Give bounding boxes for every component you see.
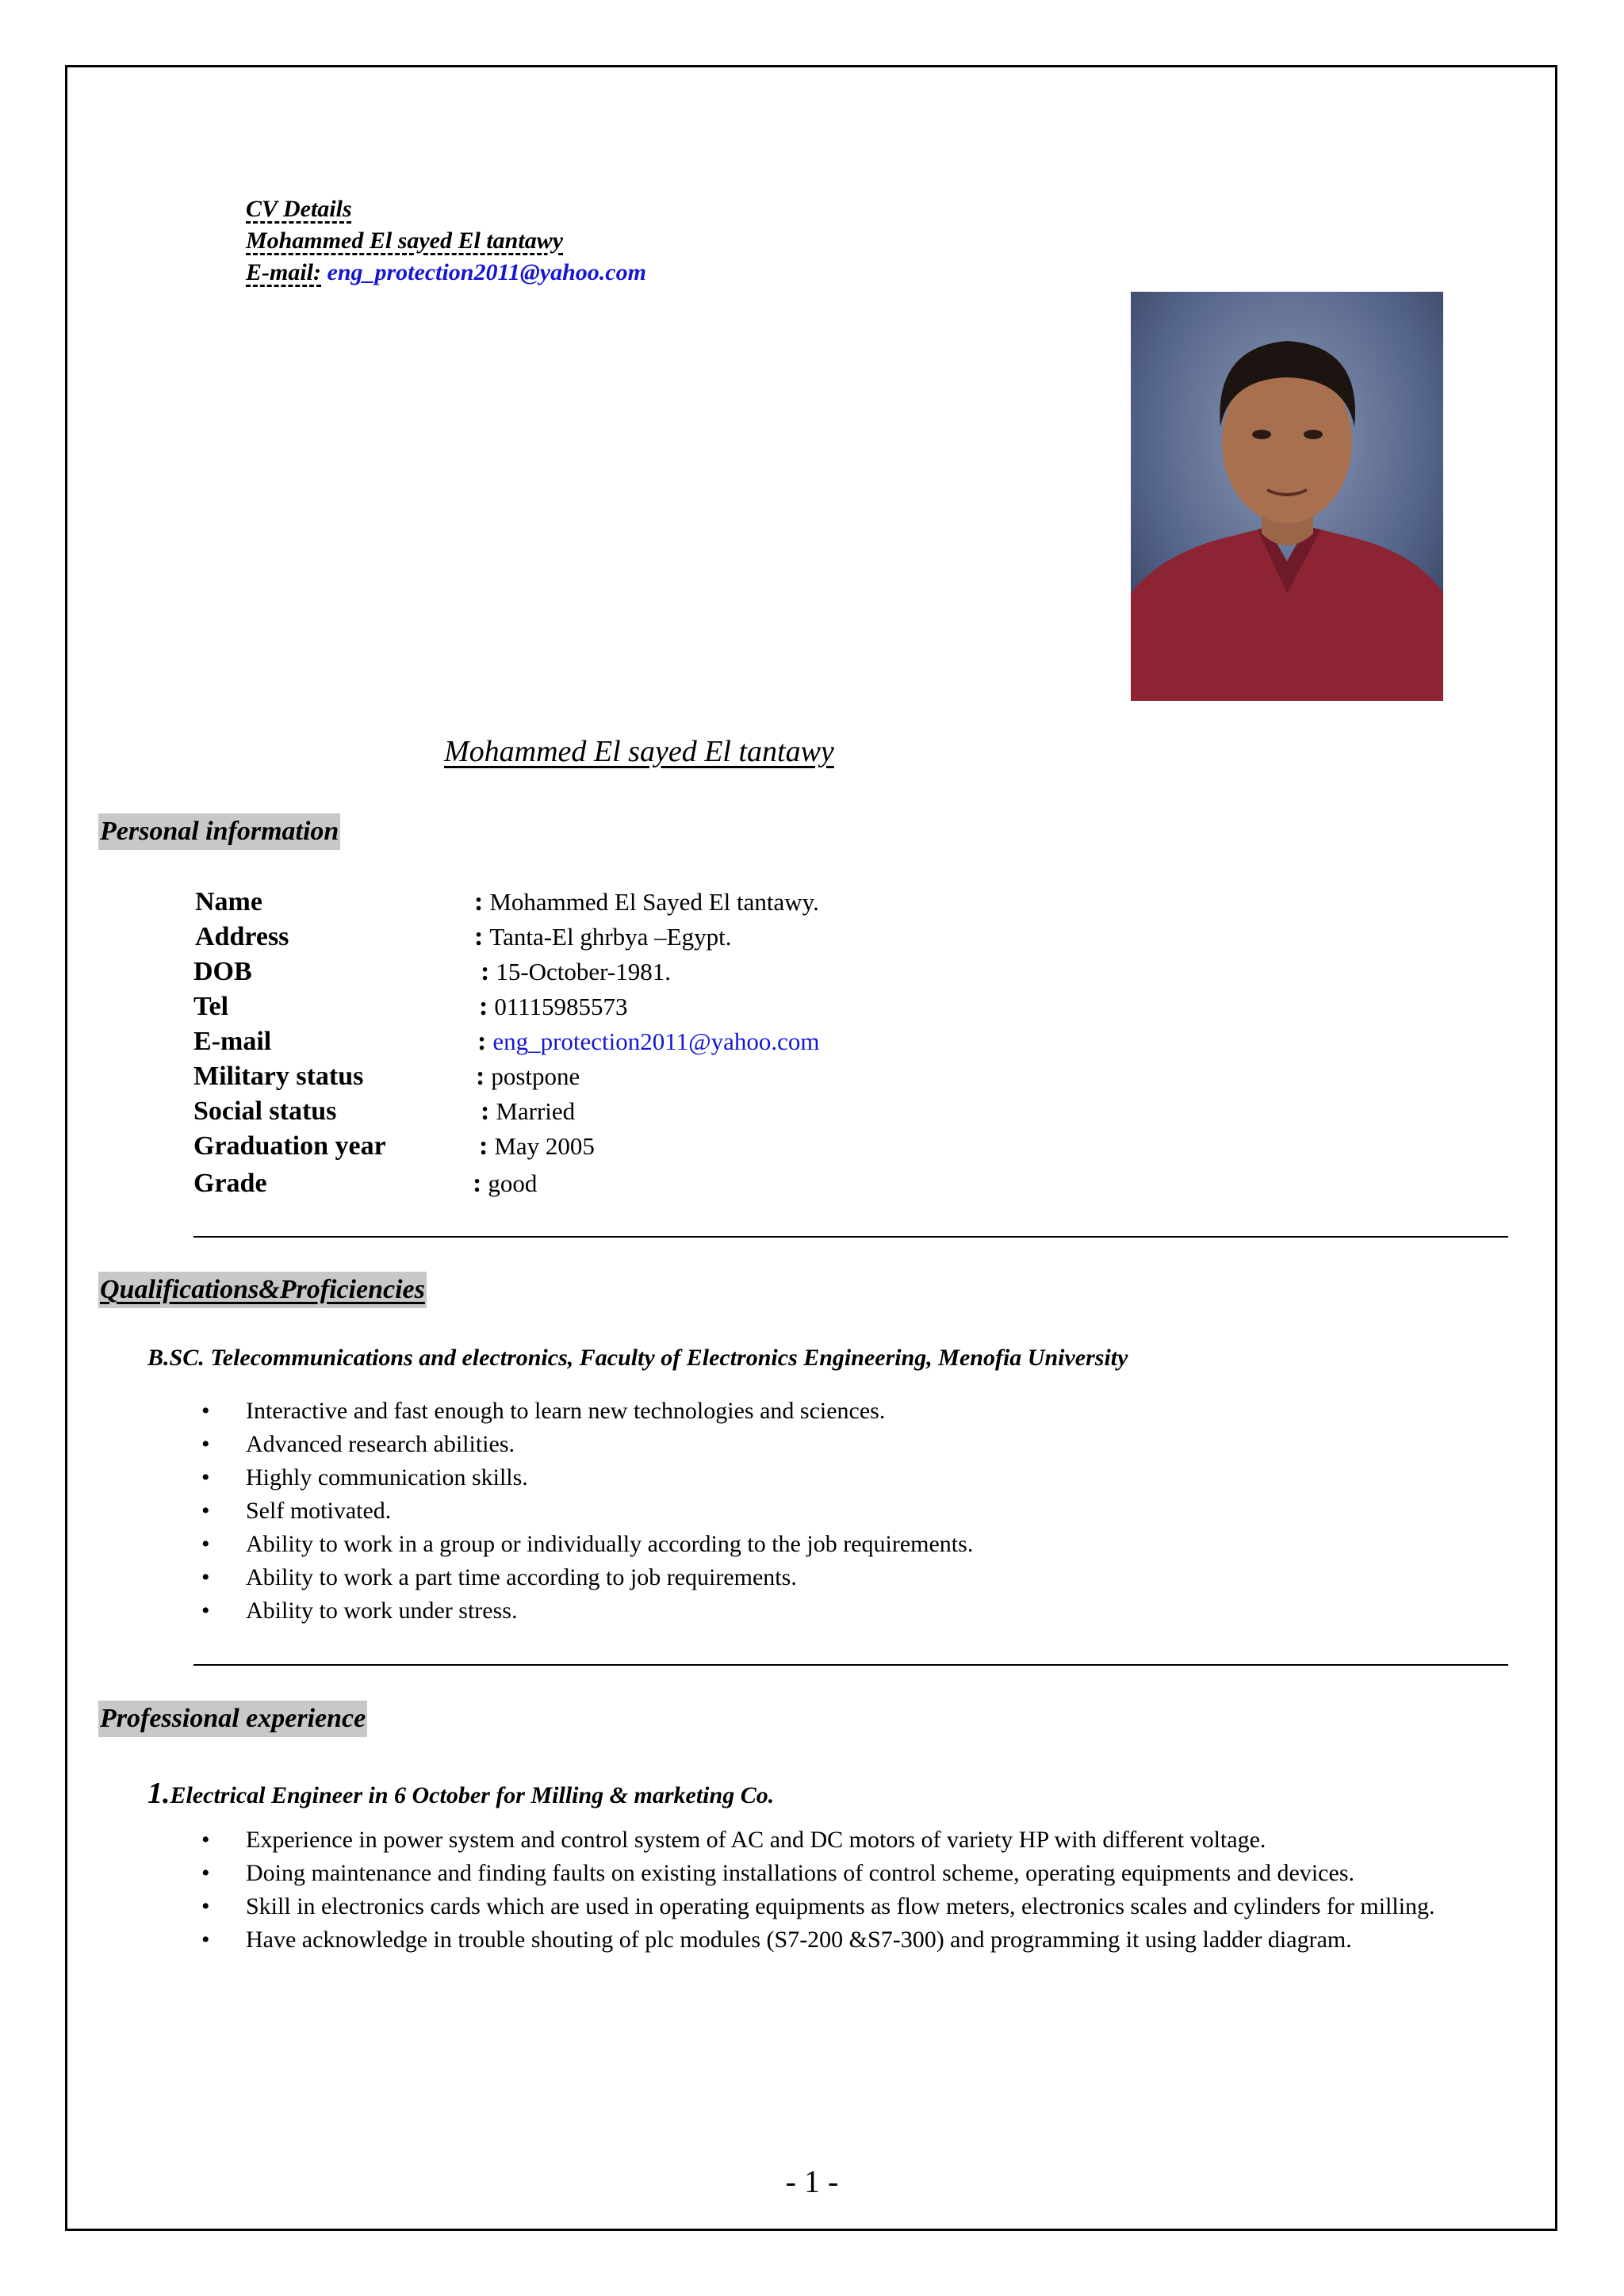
info-value: : postpone	[476, 1062, 580, 1091]
page-number: - 1 -	[785, 2164, 839, 2199]
personal-info-list	[195, 885, 1147, 1200]
bullet-icon	[201, 1594, 246, 1628]
degree-line: B.SC. Telecommunications and electronics, Faculty of Electronics Engineering, Menofia University	[147, 1345, 1128, 1371]
info-value: : Mohammed El Sayed El tantawy.	[474, 887, 819, 916]
info-row-social	[195, 1094, 1147, 1129]
info-value: : Married	[481, 1096, 576, 1126]
profile-photo	[1131, 292, 1443, 701]
section-heading-experience: Professional experience	[98, 1701, 367, 1737]
info-value: : 01115985573	[479, 992, 628, 1021]
cv-title: CV Details	[246, 196, 352, 222]
info-row-dob	[195, 955, 1147, 989]
info-label: Address	[195, 922, 289, 951]
list-item: • Have acknowledge in trouble shouting of plc modules (S7-200 &S7-300) and programming it using ladder diagram.	[201, 1924, 1507, 1956]
job-title-line	[147, 1776, 774, 1811]
info-label: DOB	[193, 957, 252, 986]
info-row-military	[195, 1059, 1147, 1094]
header-email-label: E-mail:	[246, 259, 321, 285]
info-row-grade	[195, 1164, 1147, 1200]
cv-header	[246, 193, 646, 289]
info-label: Graduation year	[193, 1131, 386, 1161]
bullet-icon	[201, 1891, 246, 1923]
info-label: Social status	[193, 1096, 337, 1126]
list-item: • Ability to work in a group or individually according to the job requirements.	[201, 1528, 1507, 1561]
info-label: Name	[195, 887, 262, 916]
list-item: • Interactive and fast enough to learn new technologies and sciences.	[201, 1395, 1507, 1428]
header-name: Mohammed El sayed El tantawy	[246, 228, 564, 254]
list-item: • Ability to work under stress.	[201, 1594, 1507, 1628]
bullet-icon	[201, 1461, 246, 1494]
info-value: : eng_protection2011@yahoo.com	[477, 1027, 820, 1056]
list-item: • Self motivated.	[201, 1494, 1507, 1528]
info-label: Grade	[193, 1169, 267, 1198]
header-email-link[interactable]: eng_protection2011@yahoo.com	[327, 259, 646, 285]
info-row-address	[195, 920, 1147, 955]
info-row-name	[195, 885, 1147, 920]
job-title: Electrical Engineer in 6 October for Milling & marketing Co.	[170, 1782, 775, 1808]
bullet-icon	[201, 1561, 246, 1594]
info-row-tel	[195, 989, 1147, 1024]
main-name: Mohammed El sayed El tantawy	[444, 735, 834, 768]
qualifications-list	[201, 1395, 1507, 1628]
info-value: : 15-October-1981.	[481, 957, 671, 986]
list-item: • Doing maintenance and finding faults on existing installations of control scheme, operating equipments and devices.	[201, 1858, 1507, 1889]
bullet-icon	[201, 1428, 246, 1461]
divider	[193, 1664, 1508, 1666]
bullet-icon	[201, 1528, 246, 1561]
bullet-icon	[201, 1924, 246, 1956]
list-item: • Experience in power system and control system of AC and DC motors of variety HP with different voltage.	[201, 1824, 1507, 1856]
list-item: • Advanced research abilities.	[201, 1428, 1507, 1461]
section-heading-personal: Personal information	[98, 813, 340, 850]
info-row-graduation	[195, 1129, 1147, 1164]
bullet-icon	[201, 1824, 246, 1856]
list-item: • Skill in electronics cards which are used in operating equipments as flow meters, electronics scales and cylinders for milling.	[201, 1891, 1507, 1923]
info-label: Military status	[193, 1062, 364, 1091]
section-heading-qualifications: Qualifications&Proficiencies	[98, 1272, 427, 1308]
bullet-icon	[201, 1395, 246, 1428]
list-item: • Highly communication skills.	[201, 1461, 1507, 1494]
divider	[193, 1236, 1508, 1238]
info-value: : good	[473, 1169, 538, 1198]
list-item: • Ability to work a part time according to job requirements.	[201, 1561, 1507, 1594]
bullet-icon	[201, 1858, 246, 1889]
job-number: 1.	[147, 1777, 170, 1810]
email-link[interactable]: eng_protection2011@yahoo.com	[492, 1027, 820, 1055]
info-value: : May 2005	[479, 1131, 595, 1161]
info-label: E-mail	[193, 1027, 272, 1056]
bullet-icon	[201, 1494, 246, 1528]
info-value: : Tanta-El ghrbya –Egypt.	[474, 922, 732, 951]
experience-list	[201, 1824, 1507, 1956]
info-row-email	[195, 1024, 1147, 1059]
info-label: Tel	[193, 992, 229, 1021]
